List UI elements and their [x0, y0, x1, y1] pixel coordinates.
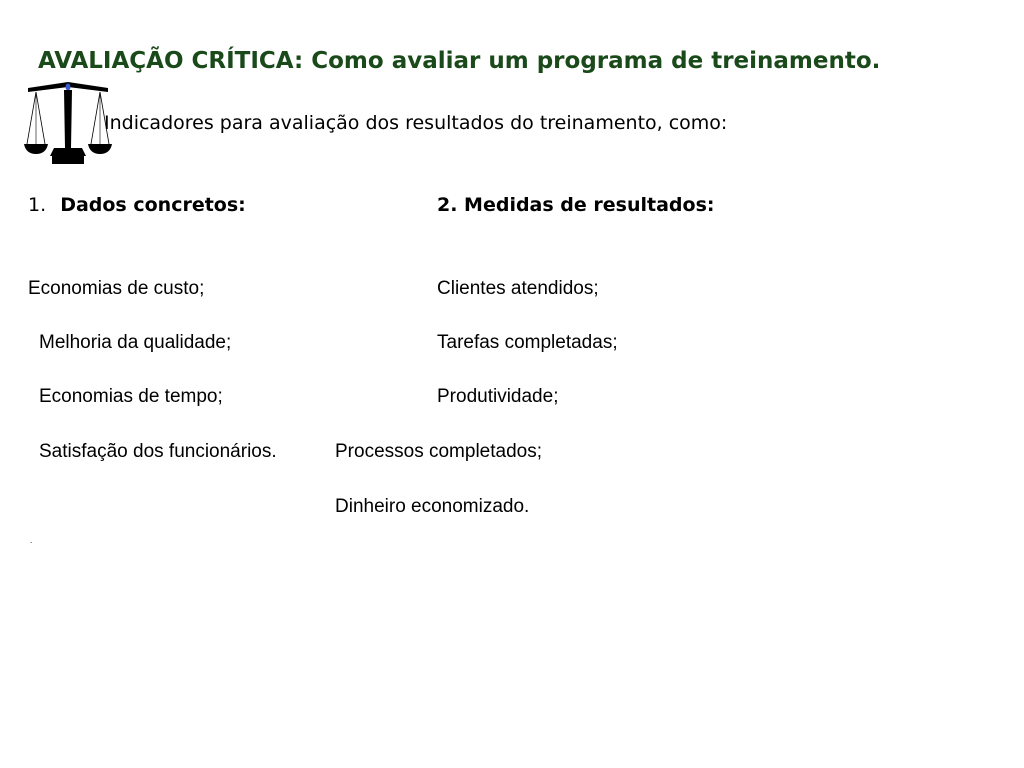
slide-title: AVALIAÇÃO CRÍTICA: Como avaliar um programa de treinamento. — [38, 48, 881, 74]
list-item: Economias de tempo; — [39, 386, 223, 407]
list-item: Satisfação dos funcionários. — [39, 441, 277, 462]
list-item: Produtividade; — [437, 386, 559, 407]
list-item: Clientes atendidos; — [437, 278, 599, 299]
list-item: Economias de custo; — [28, 278, 205, 299]
footer-mark: . — [30, 536, 33, 545]
subtitle: Indicadores para avaliação dos resultados do treinamento, como: — [104, 112, 728, 134]
scale-of-justice-icon — [24, 80, 112, 168]
list-item: Processos completados; — [335, 441, 542, 462]
column2-heading: 2. Medidas de resultados: — [437, 194, 715, 216]
column1-heading — [28, 194, 246, 216]
list-item: Dinheiro economizado. — [335, 496, 530, 517]
column1-label: Dados concretos: — [60, 194, 246, 216]
list-item: Melhoria da qualidade; — [39, 332, 232, 353]
column1-number: 1. — [28, 194, 47, 216]
list-item: Tarefas completadas; — [437, 332, 618, 353]
